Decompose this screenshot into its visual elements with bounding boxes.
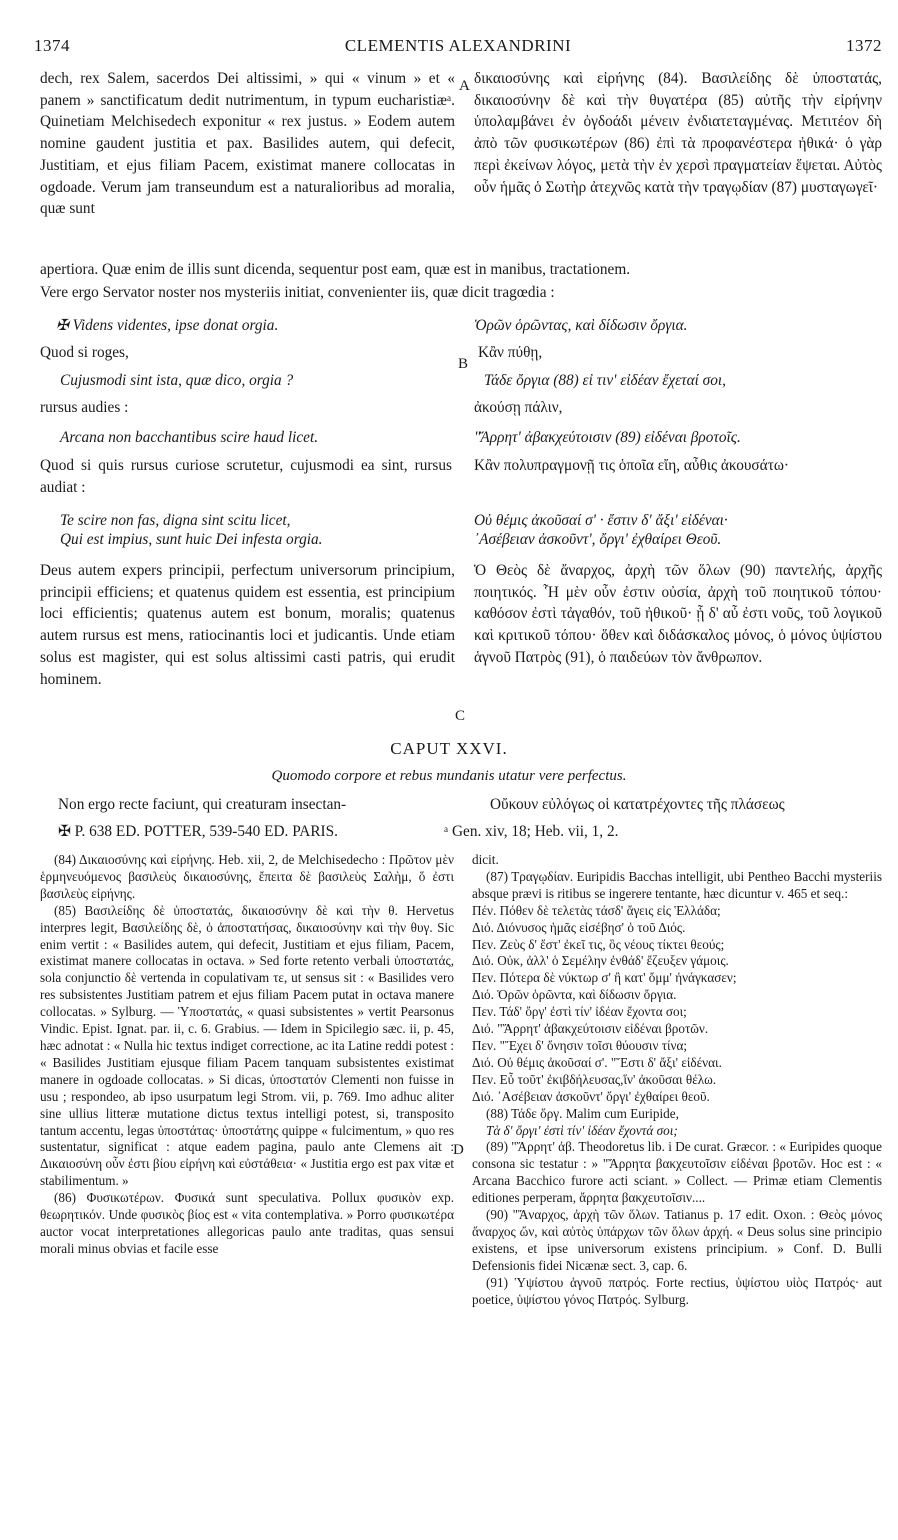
potter-reference: ✠ P. 638 ED. POTTER, 539-540 ED. PARIS.	[58, 823, 338, 840]
chapter-latin-line: Non ergo recte faciunt, qui creaturam insectan-	[58, 796, 347, 813]
note-88-verse: Τὰ δ' ὄργι' ἐστὶ τίν' ἰδέαν ἔχοντά σοι;	[486, 1122, 678, 1138]
dialogue-line: Πεν. Πότερα δὲ νύκτωρ σ' ἢ κατ' ὄμμ' ἠνάγκασεν;	[472, 970, 737, 986]
dialogue-line: Πεν. Ζεὺς δ' ἔστ' ἐκεῖ τις, ὃς νέους τίκτει θεούς;	[472, 936, 725, 952]
verse-greek-1: Ὁρῶν ὁρῶντας, καὶ δίδωσιν ὄργια.	[474, 317, 688, 334]
note-89: (89) "Ἄρρητ' ἀβ. Theodoretus lib. i De curat. Græcor. : « Euripides quoque consona sic testatur : » "Ἄρρητα βακχευτοῖσιν εἰδέναι βροτῶν. Hoc est : « Arcana Bacchico furore acti sciant. » Collect. — Primæ etiam Clementis editiones perperam, ἄρρητα βακχευτοῖσιν....	[472, 1139, 882, 1206]
scripture-footnote: ᵃ Gen. xiv, 18; Heb. vii, 1, 2.	[444, 823, 619, 840]
dialogue-line: Διό. Οὐ θέμις ἀκοῦσαί σ'. "Ἔστι δ' ἄξι' εἰδέναι.	[472, 1054, 722, 1070]
latin-column-mid	[40, 560, 455, 690]
verse-greek-5: "Ἄρρητ' ἀβακχεύτοισιν (89) εἰδέναι βροτοῖς.	[474, 429, 741, 446]
dialogue-line: Διό. "Ἄρρητ' ἀβακχεύτοισιν εἰδέναι βροτῶν.	[472, 1021, 709, 1037]
latin-column-top	[40, 68, 455, 220]
dialogue-line: Πέν. Πόθεν δὲ τελετὰς τάσδ' ἄγεις εἰς Ἑλλάδα;	[472, 902, 721, 918]
dialogue-line: Διό. ᾿Ασέβειαν ἀσκοῦντ' ὄργι' ἐχθαίρει θεοῦ.	[472, 1088, 710, 1104]
verse-latin-7: Te scire non fas, digna sint scitu licet,	[60, 512, 291, 529]
margin-letter-a: A	[459, 78, 470, 94]
note-91: (91) Ὑψίστου ἁγνοῦ πατρός. Forte rectius, ὑψίστου υἱὸς Πατρός· aut poetice, ὑψίστου γόνος Πατρός. Sylburg.	[472, 1274, 882, 1307]
note-87: (87) Τραγῳδίαν. Euripidis Bacchas intelligit, ubi Pentheo Bacchi mysteriis absque prævi is ritibus se ingerere tentante, hæc dicuntur v. 465 et seq.:	[472, 868, 882, 901]
greek-column-top	[474, 68, 882, 198]
full-width-line-1: apertiora. Quæ enim de illis sunt dicenda, sequentur post eam, quæ est in manibus, tractationem.	[40, 261, 631, 278]
dialogue-line: Πεν. Τάδ' ὄργ' ἐστὶ τίν' ἰδέαν ἔχοντα σοι;	[472, 1004, 687, 1020]
note-86: (86) Φυσικωτέρων. Φυσικά sunt speculativa. Pollux φυσικὸν exp. θεωρητικόν. Unde φυσικὸς βίος est « vita contemplativa. » Porro φυσικωτέρα auctor vocat interpretationes allegoricas paulo ante traditas, quas sensui morali minus obvias et facile esse	[40, 1190, 454, 1256]
verse-greek-3: Τάδε ὄργια (88) εἰ τιν' εἰδέαν ἔχεταί σοι,	[484, 372, 726, 389]
verse-greek-7: Οὐ θέμις ἀκοῦσαί σ' · ἔστιν δ' ἄξι' εἰδέναι·	[474, 512, 728, 529]
verse-latin-3: Cujusmodi sint ista, quæ dico, orgia ?	[60, 372, 294, 389]
chapter-greek-line: Οὔκουν εὐλόγως οἱ κατατρέχοντες τῆς πλάσεως	[490, 796, 785, 813]
dialogue-line: Πεν. "Ἔχει δ' ὄνησιν τοῖσι θύουσιν τίνα;	[472, 1037, 688, 1053]
euripides-dialogue	[472, 903, 882, 1106]
full-width-line-2: Vere ergo Servator noster nos mysteriis initiat, convenienter iis, quæ dicit tragœdia :	[40, 284, 555, 301]
latin-paragraph-top: dech, rex Salem, sacerdos Dei altissimi, » qui « vinum » et « panem » sanctificatum dedit nutrimentum, in typum eucharistiæᵃ. Quinetiam Melchisedech exponitur « rex justus. » Eodem autem nomine gaudent justitia et pax. Basilides autem, qui defecit, Justitiam, et ejus filiam Pacem, existimat manere collocatas in ogdoade. Verum jam transeundum est a naturalioribus ad moralia, quæ sunt	[40, 70, 455, 218]
margin-letter-b: B	[458, 356, 469, 372]
greek-paragraph-top: δικαιοσύνης καὶ εἰρήνης (84). Βασιλείδης δὲ ὑποστατάς, δικαιοσύνην δὲ καὶ τὴν θυγατέρα (85) αὐτῆς τὴν εἰρήνην ὑπολαμβάνει ἐν ὀγδοάδι μένειν ἐνδιατεταγμένας. Μετιτέον δὴ ἀπὸ τῶν φυσικωτέρων (86) ἐπὶ τὰ προφανέστερα ἠθικά· ὁ γὰρ περὶ ἐκείνων λόγος, μετὰ τὴν ἐν χερσὶ πραγματείαν ἕψεται. Αὐτὸς οὖν ἡμᾶς ὁ Σωτὴρ ἀτεχνῶς κατὰ τὴν τραγῳδίαν (87) μυσταγωγεῖ·	[474, 70, 882, 196]
notes-right-column	[472, 852, 882, 1308]
verse-greek-6: Κἂν πολυπραγμονῇ τις ὁποῖα εἴη, αὖθις ἀκουσάτω·	[474, 457, 790, 474]
dialogue-line: Διό. Διόνυσος ἡμᾶς εἰσέβησ' ὁ τοῦ Διός.	[472, 919, 686, 935]
page-number-right: 1372	[846, 36, 882, 55]
notes-left-column	[40, 852, 454, 1258]
greek-paragraph-mid: Ὁ Θεὸς δὲ ἄναρχος, ἀρχὴ τῶν ὅλων (90) παντελής, ἀρχῆς ποιητικός. Ἧ μὲν οὖν ἐστιν οὐσία, ἀρχὴ τοῦ ποιητικοῦ τόπου· καθόσον ἐστὶ τἀγαθόν, τοῦ ἠθικοῦ· ᾗ δ' αὖ ἐστι νοῦς, τοῦ λογικοῦ καὶ κριτικοῦ τόπου· ὅθεν καὶ διδάσκαλος μόνος, ὁ μόνος ὑψίστου ἁγνοῦ Πατρὸς (91), ὁ παιδεύων τὸν ἄνθρωπον.	[474, 562, 882, 666]
greek-column-mid	[474, 560, 882, 669]
page-number-left: 1374	[34, 36, 70, 55]
verse-latin-8: Qui est impius, sunt huic Dei infesta orgia.	[60, 531, 323, 548]
dialogue-line: Διό. Ὁρῶν ὁρῶντα, καὶ δίδωσιν ὄργια.	[472, 987, 677, 1003]
chapter-title: CAPUT XXVI.	[390, 739, 508, 758]
dialogue-line: Πεν. Εὖ τοῦτ' ἐκιβδήλευσας,ἵν' ἀκοῦσαι θέλω.	[472, 1071, 717, 1087]
verse-latin-4: rursus audies :	[40, 399, 129, 416]
note-84: (84) Δικαιοσύνης καὶ εἰρήνης. Heb. xii, 2, de Melchisedecho : Πρῶτον μὲν ἑρμηνευόμενος βασιλεὺς δικαιοσύνης, ἔπειτα δὲ βασιλεὺς Σαλὴμ, ὅ ἐστι βασιλεὺς εἰρήνης.	[40, 852, 454, 901]
verse-latin-2: Quod si roges,	[40, 344, 129, 361]
running-header	[34, 36, 882, 58]
running-title: CLEMENTIS ALEXANDRINI	[344, 36, 572, 55]
verse-latin-5: Arcana non bacchantibus scire haud licet.	[60, 429, 319, 446]
chapter-subtitle: Quomodo corpore et rebus mundanis utatur vere perfectus.	[271, 768, 627, 784]
latin-paragraph-mid: Deus autem expers principii, perfectum universorum principium, principii efficiens; et quatenus quidem est essentia, est principium loci efficientis; quatenus autem est bonum, moralis; quatenus autem rursus est mens, ratiocinantis loci et judicantis. Unde etiam solus est magister, qui est solus altissimi casti patris, qui erudit hominem.	[40, 562, 455, 688]
verse-greek-4: ἀκούσῃ πάλιν,	[474, 399, 563, 416]
verse-greek-2: Κἂν πύθῃ,	[478, 344, 543, 361]
margin-letter-d: D	[453, 1142, 464, 1158]
note-90: (90) "Ἄναρχος, ἀρχὴ τῶν ὅλων. Tatianus p. 17 edit. Oxon. : Θεὸς μόνος ἄναρχος ὤν, καὶ αὐτὸς ὑπάρχων τῶν ὅλων ἀρχή. « Deus solus sine principio existens, et ipse universorum existens principium. » Conf. D. Bulli Defensionis fidei Nicænæ sect. 3, cap. 6.	[472, 1207, 882, 1273]
note-85: (85) Βασιλείδης δὲ ὑποστατάς, δικαιοσύνην δὲ καὶ τὴν θ. Hervetus interpres legit, Βασιλείδης δὲ, ὁ ἀποστατήσας, δικαιοσύνην καὶ τὴν θυγ. Sic enim vertit : « Basilides autem, qui defecit, Justitiam et ejus filiam, Pacem, existimat manere collocatas in octava. » Sed forte retento verbali ὑποστατάς, sola conjunctio δὲ vertenda in copulativam τε, ut sensus sit : « Basilides vero res subsistentes Justitiam patrem et ejus filiam Pacem putat in octava manere collocatas. » Sylburg. — Ὑποστατάς, « quasi subsistentes » vertit Pearsonus Vindic. Epist. Ignat. par. ii, c. 6. Grabius. — Idem in Spicilegio sæc. ii, p. 45, hæc adnotat : « Nulla hic textus indiget correctione, ac ita Latine reddi potest : « Basilides Justitiam ejusque filiam Pacem tanquam subsistentes existimat manere in ogdoade collocatas. » Si dicas, ὑποστατόν Clementi non fuisse in usu ; respondeo, ab ipso usurpatum legi Strom. vii, p. 769. Imo adhuc aliter sine ullius litteræ mutatione dictus textus intelligi potest, si, transposito tantum accentu, legas ὑποστάτας· ὑποστάτης quippe « fulcimentum, » quo res sustentatur, significat : atque eadem pagina, paulo ante Clemens ait : Δικαιοσύνη οὖν ἐστι βίου εἰρήνη καὶ εὐστάθεια· « Justitia ergo est pax vitæ et stabilimentum. »	[40, 902, 454, 1189]
note-86-continued: dicit.	[472, 852, 499, 867]
verse-latin-6-text: Quod si quis rursus curiose scrutetur, cujusmodi ea sint, rursus audiat :	[40, 457, 452, 496]
verse-latin-6	[40, 455, 452, 498]
dialogue-line: Διό. Οὐκ, ἀλλ' ὁ Σεμέλην ἐνθάδ' ἔζευξεν γάμοις.	[472, 953, 729, 969]
verse-latin-1: ✠ Videns videntes, ipse donat orgia.	[56, 317, 279, 334]
verse-greek-8: ᾿Ασέβειαν ἀσκοῦντ', ὄργι' ἐχθαίρει Θεοῦ.	[474, 531, 722, 548]
note-88: (88) Τάδε ὄργ. Malim cum Euripide,	[486, 1105, 679, 1121]
margin-letter-c: C	[455, 708, 466, 724]
